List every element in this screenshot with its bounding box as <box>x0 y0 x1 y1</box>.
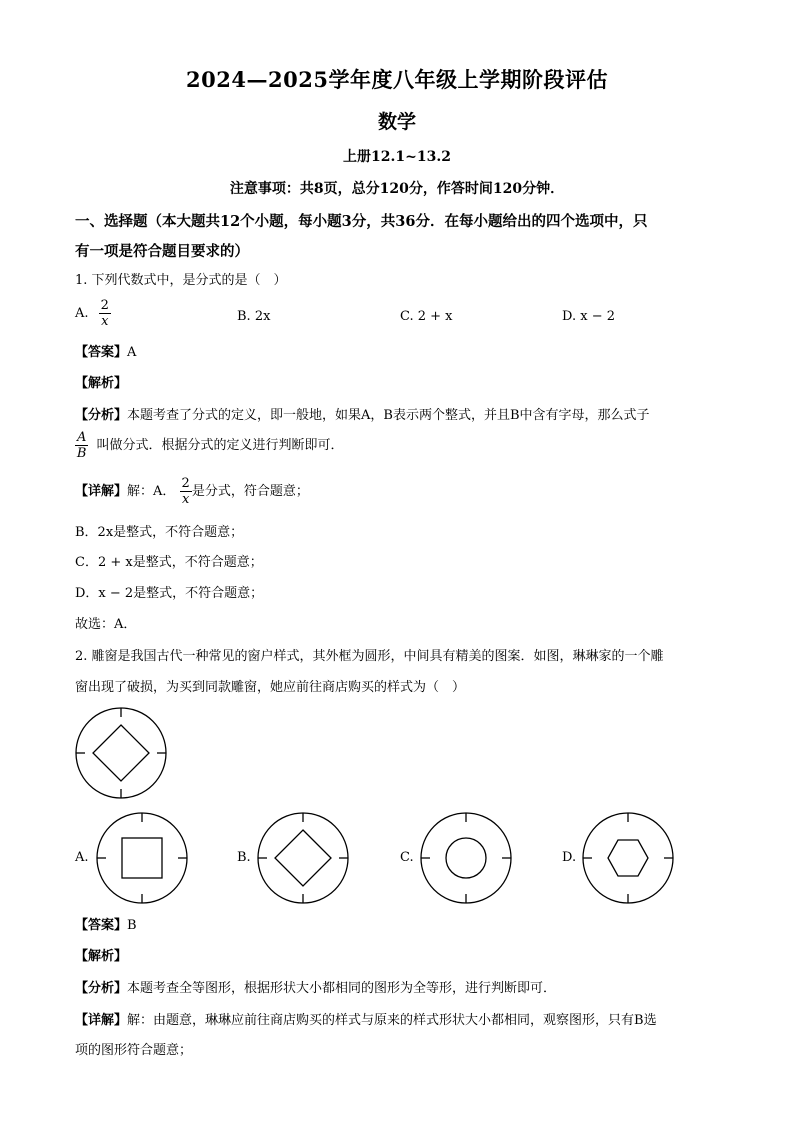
q2-fenxi <box>75 980 556 998</box>
q2-option-d-label: D. <box>562 850 577 865</box>
q2-option-b-label: B. <box>237 850 251 865</box>
q1-option-c: C. 2 + x <box>400 309 453 324</box>
q1-detail-a <box>75 476 309 507</box>
notice-text: 注意事项：共8页，总分120分，作答时间120分钟． <box>229 181 565 197</box>
answer-value: A <box>127 345 137 360</box>
detail-text: 解：由题意，琳琳应前往商店购买的样式与原来的样式形状大小都相同，观察图形，只有B选 <box>127 1013 657 1028</box>
q2-option-a-figure <box>96 812 188 904</box>
fraction-numerator: 2 <box>181 476 190 491</box>
detail-a-pre: 解：A． <box>127 484 176 499</box>
answer-tag: 【答案】 <box>75 918 128 933</box>
fenxi-text-2: 叫做分式．根据分式的定义进行判断即可． <box>96 438 344 453</box>
q2-detail-line2: 项的图形符合题意； <box>75 1043 193 1058</box>
exam-title: 2024—2025学年度八年级上学期阶段评估 <box>186 67 608 92</box>
q1-option-b: B. 2x <box>237 309 271 324</box>
detail-a-post: 是分式，符合题意； <box>191 484 309 499</box>
q2-detail-line1 <box>75 1012 657 1030</box>
section-heading-line2: 有一项是符合题目要求的） <box>75 243 249 260</box>
broken-window-figure <box>75 707 167 799</box>
answer-value: B <box>127 918 137 933</box>
q1-detail-b: B．2x是整式，不符合题意； <box>75 525 244 540</box>
answer-tag: 【答案】 <box>75 345 128 360</box>
q1-option-a-fraction <box>99 298 111 329</box>
fenxi-tag: 【分析】 <box>75 981 128 996</box>
q1-answer <box>75 344 136 362</box>
q1-detail-d: D．x − 2是整式，不符合题意； <box>75 586 264 601</box>
q1-fenxi-cont <box>75 430 344 461</box>
fraction-denominator: x <box>101 314 109 329</box>
q2-option-a-label: A. <box>75 850 89 865</box>
scope-text: 上册12.1~13.2 <box>343 149 451 165</box>
fenxi-tag: 【分析】 <box>75 408 128 423</box>
q2-stem-line2: 窗出现了破损，为买到同款雕窗，她应前往商店购买的样式为（ ） <box>75 680 466 695</box>
q2-option-c-label: C. <box>400 850 414 865</box>
q1-analysis-tag: 【解析】 <box>75 376 128 391</box>
q1-detail-c: C．2 + x是整式，不符合题意； <box>75 555 263 570</box>
detail-tag: 【详解】 <box>75 484 128 499</box>
fenxi-fraction <box>75 430 88 461</box>
q1-option-d: D. x − 2 <box>562 309 615 324</box>
detail-a-fraction <box>180 476 192 507</box>
q1-option-a <box>75 298 111 329</box>
q1-stem: 1. 下列代数式中，是分式的是（ ） <box>75 273 287 288</box>
q2-stem-line1: 2. 雕窗是我国古代一种常见的窗户样式，其外框为圆形，中间具有精美的图案．如图，琳琳家的一个雕 <box>75 649 664 664</box>
q2-answer <box>75 917 137 935</box>
section-heading-line1: 一、选择题（本大题共12个小题，每小题3分，共36分．在每小题给出的四个选项中，只 <box>75 213 648 230</box>
fraction-numerator: 2 <box>100 298 109 313</box>
q2-option-b-figure <box>257 812 349 904</box>
q2-option-c-figure <box>420 812 512 904</box>
q2-analysis-tag: 【解析】 <box>75 949 128 964</box>
q2-option-d-figure <box>582 812 674 904</box>
fenxi-text: 本题考查了分式的定义，即一般地，如果A，B表示两个整式，并且B中含有字母，那么式子 <box>127 408 650 423</box>
q1-fenxi <box>75 407 650 425</box>
q1-option-a-label: A. <box>75 306 89 321</box>
fraction-denominator: x <box>182 492 190 507</box>
fenxi-text: 本题考查全等图形，根据形状大小都相同的图形为全等形，进行判断即可． <box>127 981 557 996</box>
detail-tag: 【详解】 <box>75 1013 128 1028</box>
fraction-denominator: B <box>76 446 87 461</box>
fraction-numerator: A <box>77 430 87 445</box>
subject-title: 数学 <box>377 111 416 133</box>
q1-conclusion: 故选：A． <box>75 617 137 632</box>
